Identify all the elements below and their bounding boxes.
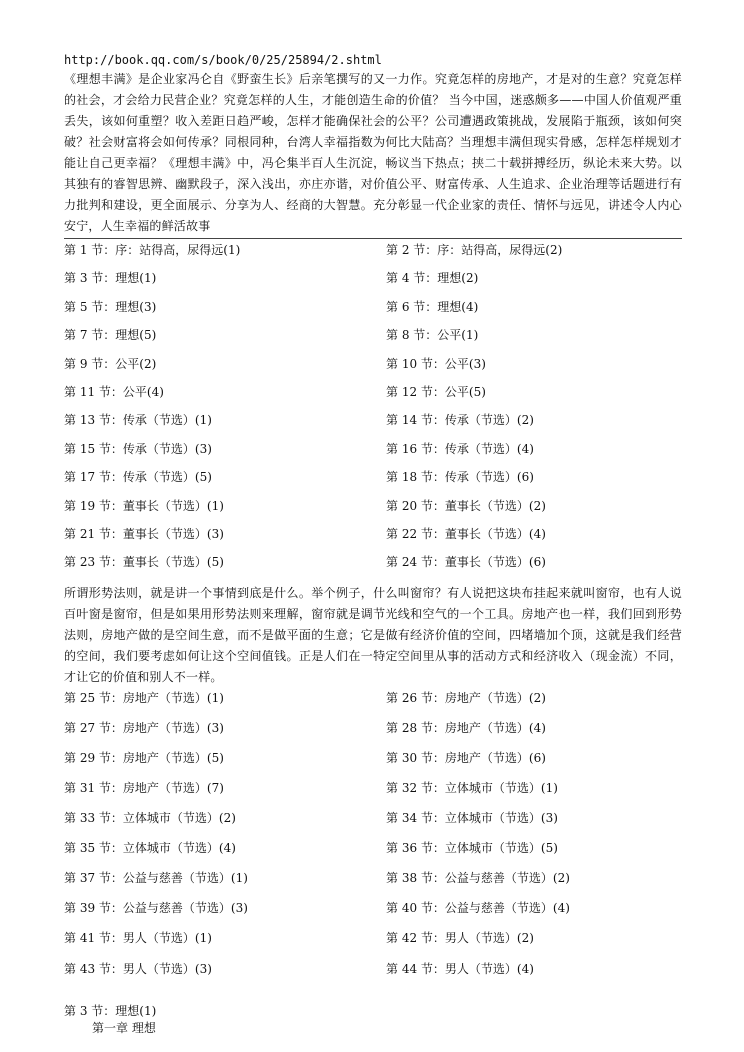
toc-item[interactable]: 第 22 节：董事长（节选）(4) — [386, 526, 546, 541]
toc-item[interactable]: 第 17 节：传承（节选）(5) — [64, 470, 212, 485]
toc-item[interactable]: 第 43 节：男人（节选）(3) — [64, 961, 212, 976]
toc-item[interactable]: 第 12 节：公平(5) — [386, 384, 486, 399]
toc-item[interactable]: 第 18 节：传承（节选）(6) — [386, 470, 534, 485]
toc-item[interactable]: 第 38 节：公益与慈善（节选）(2) — [386, 871, 570, 886]
excerpt-paragraph: 所谓形势法则，就是讲一个事情到底是什么。举个例子，什么叫窗帘？有人说把这块布挂起来就叫窗帘，也有人说百叶窗是窗帘，但是如果用形势法则来理解，窗帘就是调节光线和空气的一个工具。房地产也一样，我们回到形势法则，房地产做的是空间生意，而不是做平面的生意；它是做有经济价值的空间，四堵墙加个顶，这就是我们经营的空间，我们要考虑如何让这个空间值钱。正是人们在一特定空间里从事的活动方式和经济收入（现金流）不同，才让它的价值和别人不一样。 — [64, 585, 682, 684]
toc-item[interactable]: 第 26 节：房地产（节选）(2) — [386, 690, 546, 705]
toc-item[interactable]: 第 3 节：理想(1) — [64, 271, 157, 286]
toc-item[interactable]: 第 4 节：理想(2) — [386, 271, 479, 286]
toc-item[interactable]: 第 6 节：理想(4) — [386, 299, 479, 314]
toc-list-1 — [64, 242, 682, 583]
toc-item[interactable]: 第 33 节：立体城市（节选）(2) — [64, 811, 236, 826]
toc-item[interactable]: 第 20 节：董事长（节选）(2) — [386, 498, 546, 513]
toc-item[interactable]: 第 30 节：房地产（节选）(6) — [386, 750, 546, 765]
toc-item[interactable]: 第 8 节：公平(1) — [386, 328, 479, 343]
toc-item[interactable]: 第 9 节：公平(2) — [64, 356, 157, 371]
toc-item[interactable]: 第 34 节：立体城市（节选）(3) — [386, 811, 558, 826]
toc-item[interactable]: 第 41 节：男人（节选）(1) — [64, 931, 212, 946]
intro-paragraph: 《理想丰满》是企业家冯仑自《野蛮生长》后亲笔撰写的又一力作。究竟怎样的房地产，才是对的生意？究竟怎样的社会，才会给力民营企业？究竟怎样的人生，才能创造生命的价值？ 当今中国，迷惑颇多——中国人价值观严重丢失，该如何重塑？收入差距日趋严峻，怎样才能确保社会的公平？公司遭遇政策挑战，发展陷于瓶颈，该如何突破？社会财富将会如何传承？同根同种，台湾人幸福指数为何比大陆高？当理想丰满但现实骨感，怎样怎样规划才能让自己更幸福？《理想丰满》中，冯仑集半百人生沉淀，畅议当下热点；挟二十载拼搏经历，纵论未来大势。以其独有的睿智思辨、幽默段子，深入浅出，亦庄亦谐，对价值公平、财富传承、人生追求、企业治理等话题进行有力批判和建设，更全面展示、分享为人、经商的大智慧。充分彰显一代企业家的责任、情怀与远见，讲述令人内心安宁，人生幸福的鲜活故事 — [64, 72, 682, 233]
toc-item[interactable]: 第 7 节：理想(5) — [64, 328, 157, 343]
toc-item[interactable]: 第 13 节：传承（节选）(1) — [64, 413, 212, 428]
toc-item[interactable]: 第 28 节：房地产（节选）(4) — [386, 720, 546, 735]
toc-item[interactable]: 第 37 节：公益与慈善（节选）(1) — [64, 871, 248, 886]
toc-item[interactable]: 第 10 节：公平(3) — [386, 356, 486, 371]
toc-item[interactable]: 第 39 节：公益与慈善（节选）(3) — [64, 901, 248, 916]
toc-item[interactable]: 第 21 节：董事长（节选）(3) — [64, 526, 224, 541]
toc-item[interactable]: 第 44 节：男人（节选）(4) — [386, 961, 534, 976]
toc-item[interactable]: 第 31 节：房地产（节选）(7) — [64, 780, 224, 795]
divider — [64, 238, 682, 239]
toc-item[interactable]: 第 29 节：房地产（节选）(5) — [64, 750, 224, 765]
toc-item[interactable]: 第 15 节：传承（节选）(3) — [64, 441, 212, 456]
section-heading: 第 3 节：理想(1) — [64, 1003, 157, 1018]
document-page — [64, 52, 682, 1037]
toc-item[interactable]: 第 36 节：立体城市（节选）(5) — [386, 841, 558, 856]
chapter-heading: 第一章 理想 — [92, 1020, 156, 1035]
toc-item[interactable]: 第 5 节：理想(3) — [64, 299, 157, 314]
toc-item[interactable]: 第 32 节：立体城市（节选）(1) — [386, 780, 558, 795]
toc-item[interactable]: 第 42 节：男人（节选）(2) — [386, 931, 534, 946]
toc-item[interactable]: 第 1 节：序：站得高，尿得远(1) — [64, 243, 241, 257]
toc-item[interactable]: 第 19 节：董事长（节选）(1) — [64, 498, 224, 513]
toc-item[interactable]: 第 25 节：房地产（节选）(1) — [64, 690, 224, 705]
toc-item[interactable]: 第 24 节：董事长（节选）(6) — [386, 555, 546, 570]
toc-item[interactable]: 第 27 节：房地产（节选）(3) — [64, 720, 224, 735]
toc-item[interactable]: 第 14 节：传承（节选）(2) — [386, 413, 534, 428]
toc-item[interactable]: 第 40 节：公益与慈善（节选）(4) — [386, 901, 570, 916]
toc-item[interactable]: 第 23 节：董事长（节选）(5) — [64, 555, 224, 570]
source-url: http://book.qq.com/s/book/0/25/25894/2.shtml — [64, 53, 382, 67]
toc-item[interactable]: 第 11 节：公平(4) — [64, 384, 164, 399]
toc-item[interactable]: 第 16 节：传承（节选）(4) — [386, 441, 534, 456]
toc-list-2 — [64, 690, 682, 991]
toc-item[interactable]: 第 35 节：立体城市（节选）(4) — [64, 841, 236, 856]
toc-item[interactable]: 第 2 节：序：站得高，尿得远(2) — [386, 243, 563, 257]
